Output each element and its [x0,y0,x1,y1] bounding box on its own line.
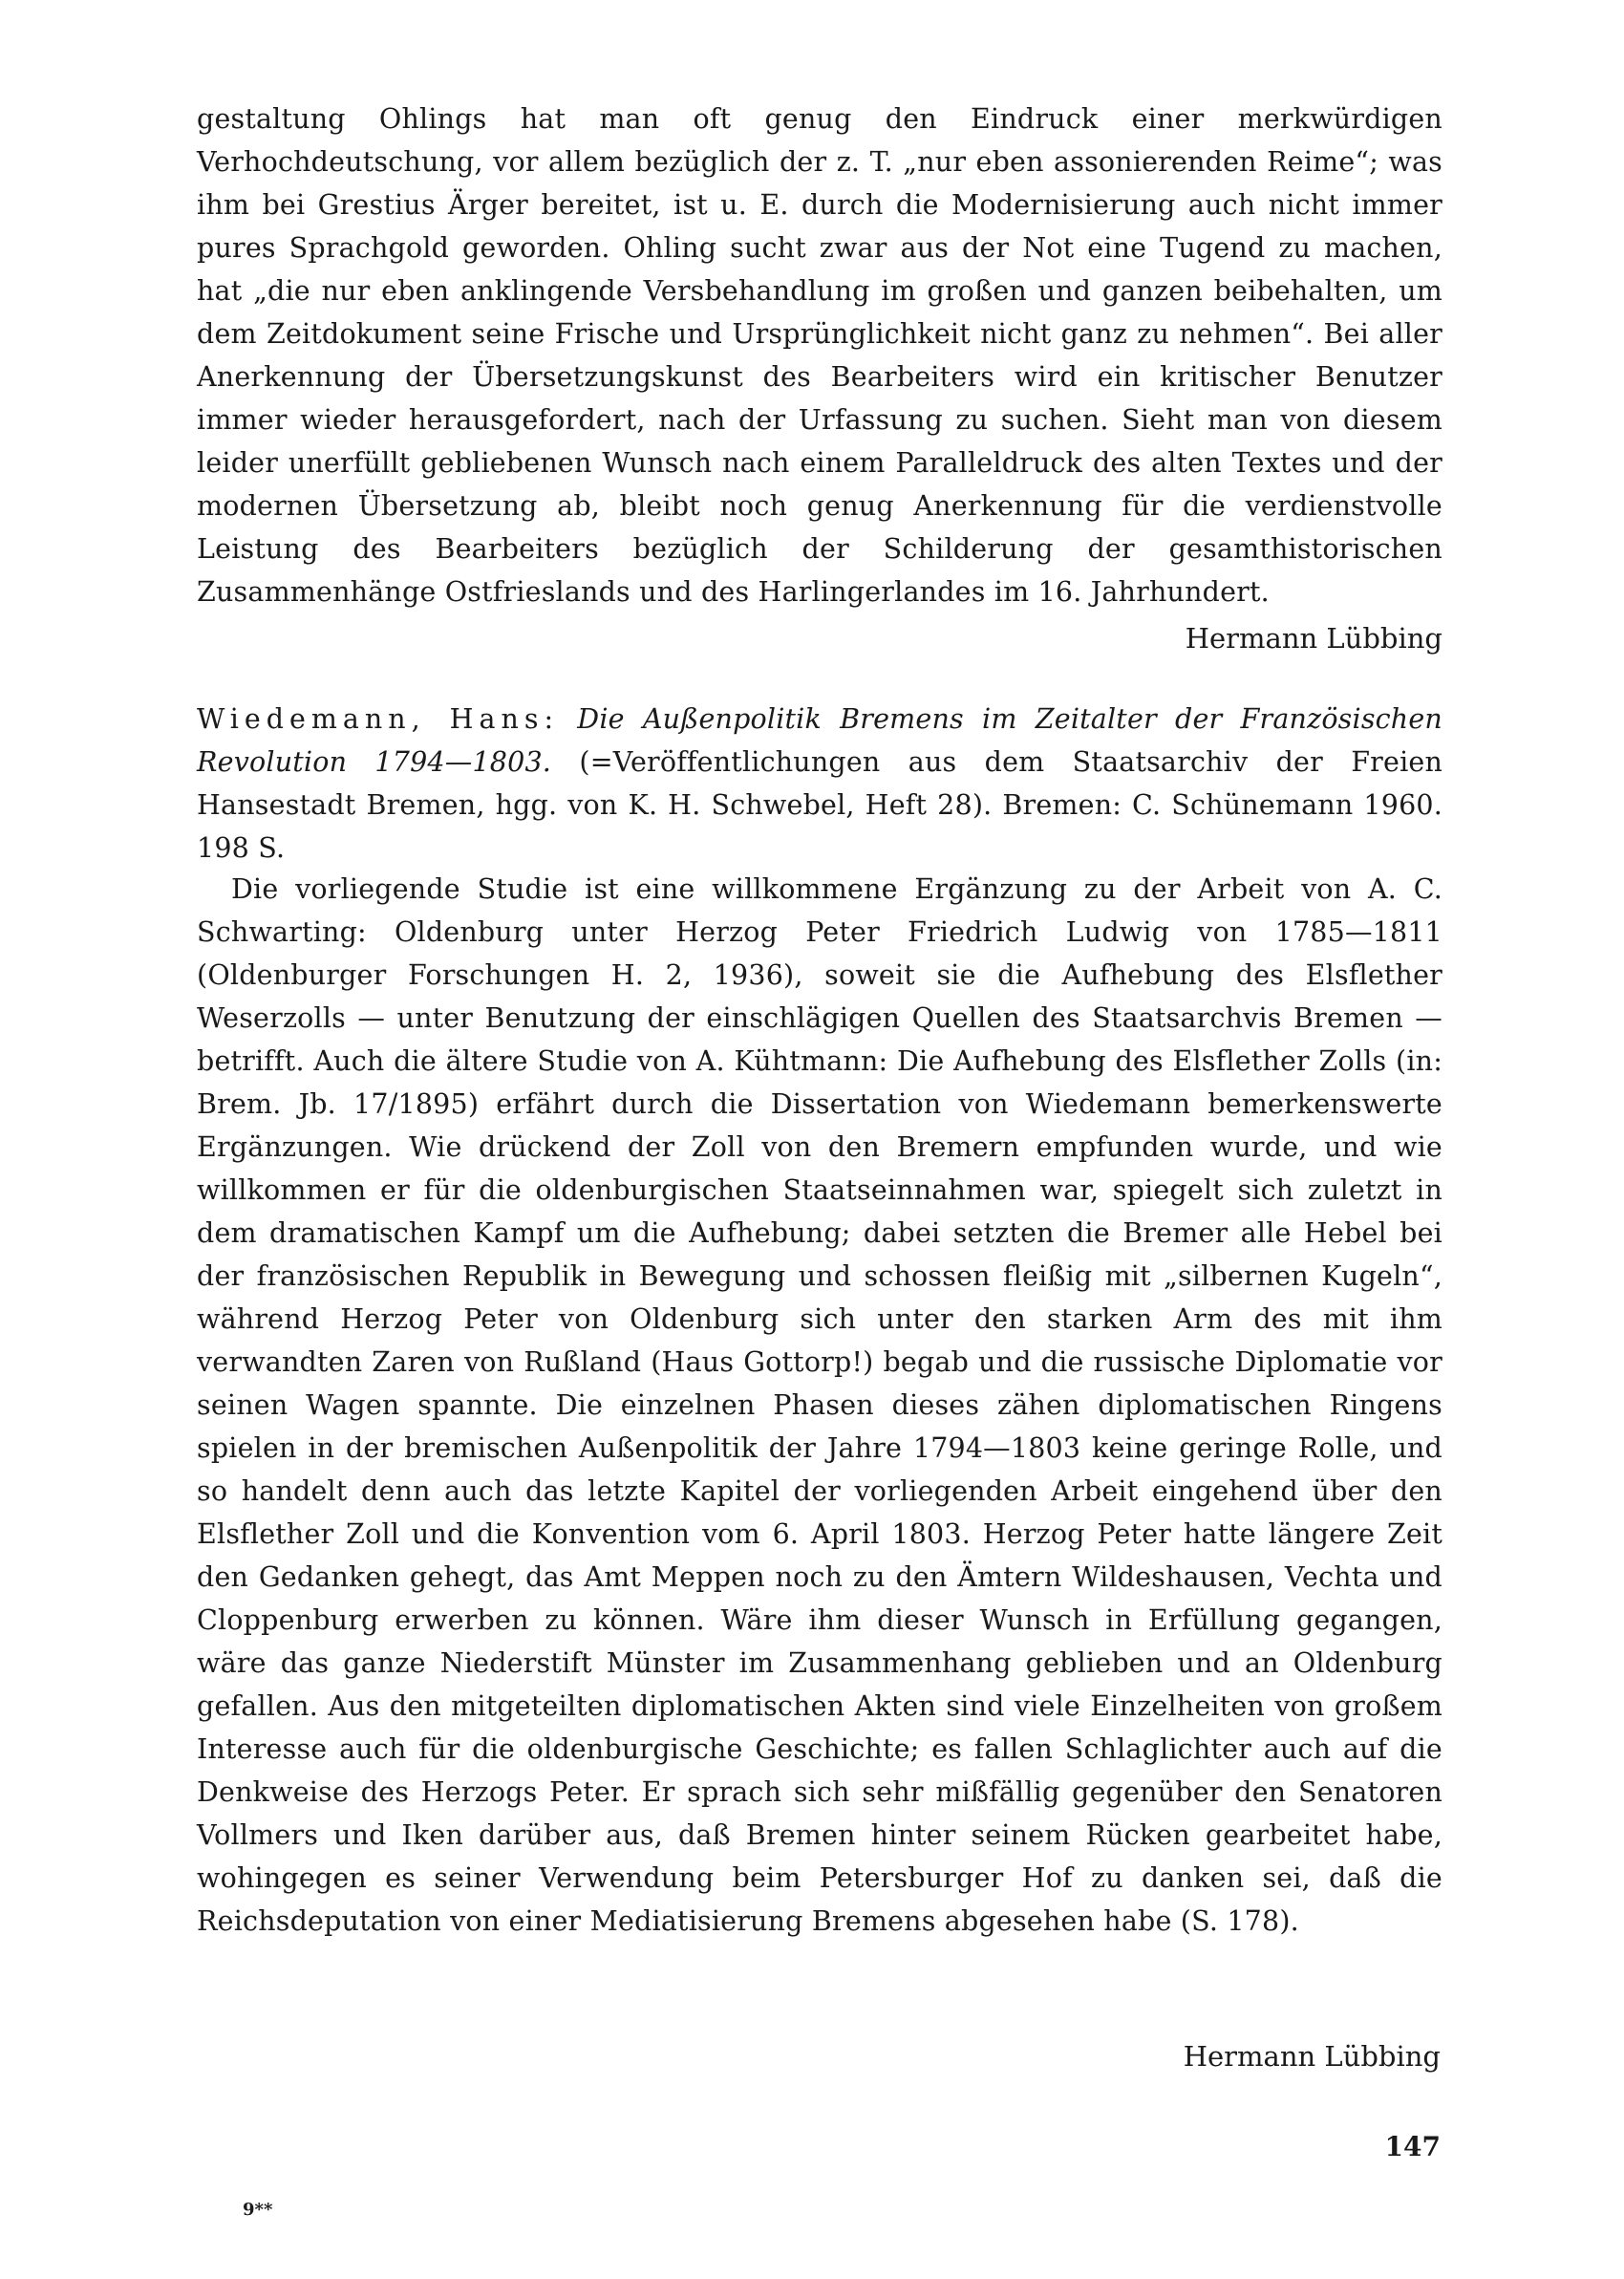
review-2-paragraph: Die vorliegende Studie ist eine willkommene Ergänzung zu der Arbeit von A. C. Schwarting: Oldenburg unter Herzog Peter Friedrich Ludwig von 1785—1811 (Oldenburger Forschungen H. 2, 1936), soweit sie die Aufhebung des Elsflether Weserzolls — unter Benutzung der einschlägigen Quellen des Staatsarchvis Bremen — betrifft. Auch die ältere Studie von A. Kühtmann: Die Aufhebung des Elsflether Zolls (in: Brem. Jb. 17/1895) erfährt durch die Dissertation von Wiedemann bemerkenswerte Ergänzungen. Wie drückend der Zoll von den Bremern empfunden wurde, und wie willkommen er für die oldenburgischen Staatseinnahmen war, spiegelt sich zuletzt in dem dramatischen Kampf um die Aufhebung; dabei setzten die Bremer alle Hebel bei der französischen Republik in Bewegung und schossen fleißig mit „silbernen Kugeln“, während Herzog Peter von Oldenburg sich unter den starken Arm des mit ihm verwandten Zaren von Rußland (Haus Gottorp!) begab und die russische Diplomatie vor seinen Wagen spannte. Die einzelnen Phasen dieses zähen diplomatischen Ringens spielen in der bremischen Außenpolitik der Jahre 1794—1803 keine geringe Rolle, und so handelt denn auch das letzte Kapitel der vorliegenden Arbeit eingehend über den Elsflether Zoll und die Konvention vom 6. April 1803. Herzog Peter hatte längere Zeit den Gedanken gehegt, das Amt Meppen noch zu den Ämtern Wildeshausen, Vechta und Cloppenburg erwerben zu können. Wäre ihm dieser Wunsch in Erfüllung gegangen, wäre das ganze Niederstift Münster im Zusammenhang geblieben und an Oldenburg gefallen. Aus den mitgeteilten diplomatischen Akten sind viele Einzelheiten von großem Interesse auch für die oldenburgische Geschichte; es fallen Schlaglichter auch auf die Denkweise des Herzogs Peter. Er sprach sich sehr mißfällig gegenüber den Senatoren Vollmers und Iken darüber aus, daß Bremen hinter seinem Rücken gearbeitet habe, wohingegen es seiner Verwendung beim Petersburger Hof zu danken sei, daß die Reichsdeputation von einer Mediatisierung Bremens abgesehen habe (S. 178). [197,873,1442,1937]
review-2-signature: Hermann Lübbing [1183,2040,1441,2073]
printer-signature-mark: 9** [243,2200,273,2220]
page-number: 147 [1384,2131,1441,2162]
citation-paragraph [197,698,1442,870]
citation-author: Wiedemann, Hans: [197,703,560,735]
citation-title: Die Außenpolitik Bremens im Zeitalter der Französischen Revolution 1794—1803. [197,703,1442,778]
citation-details: (=Veröffentlichungen aus dem Staatsarchiv der Freien Hansestadt Bremen, hgg. von K. H. Schwebel, Heft 28). Bremen: C. Schünemann 1960. 198 S. [197,746,1443,864]
review-1-signature: Hermann Lübbing [1185,622,1442,655]
review-1-body [197,97,1442,613]
review-1-paragraph: gestaltung Ohlings hat man oft genug den Eindruck einer merkwürdigen Verhochdeutschung, vor allem bezüglich der z. T. „nur eben assonierenden Reime“; was ihm bei Grestius Ärger bereitet, ist u. E. durch die Modernisierung auch nicht immer pures Sprachgold geworden. Ohling sucht zwar aus der Not eine Tugend zu machen, hat „die nur eben anklingende Versbehandlung im großen und ganzen beibehalten, um dem Zeitdokument seine Frische und Ursprünglichkeit nicht ganz zu nehmen“. Bei aller Anerkennung der Übersetzungskunst des Bearbeiters wird ein kritischer Benutzer immer wieder herausgefordert, nach der Urfassung zu suchen. Sieht man von diesem leider unerfüllt gebliebenen Wunsch nach einem Paralleldruck des alten Textes und der modernen Übersetzung ab, bleibt noch genug Anerkennung für die verdienstvolle Leistung des Bearbeiters bezüglich der Schilderung der gesamthistorischen Zusammenhänge Ostfrieslands und des Harlingerlandes im 16. Jahrhundert. [197,103,1442,608]
review-2-citation [197,698,1442,870]
review-2-body [197,868,1442,1943]
